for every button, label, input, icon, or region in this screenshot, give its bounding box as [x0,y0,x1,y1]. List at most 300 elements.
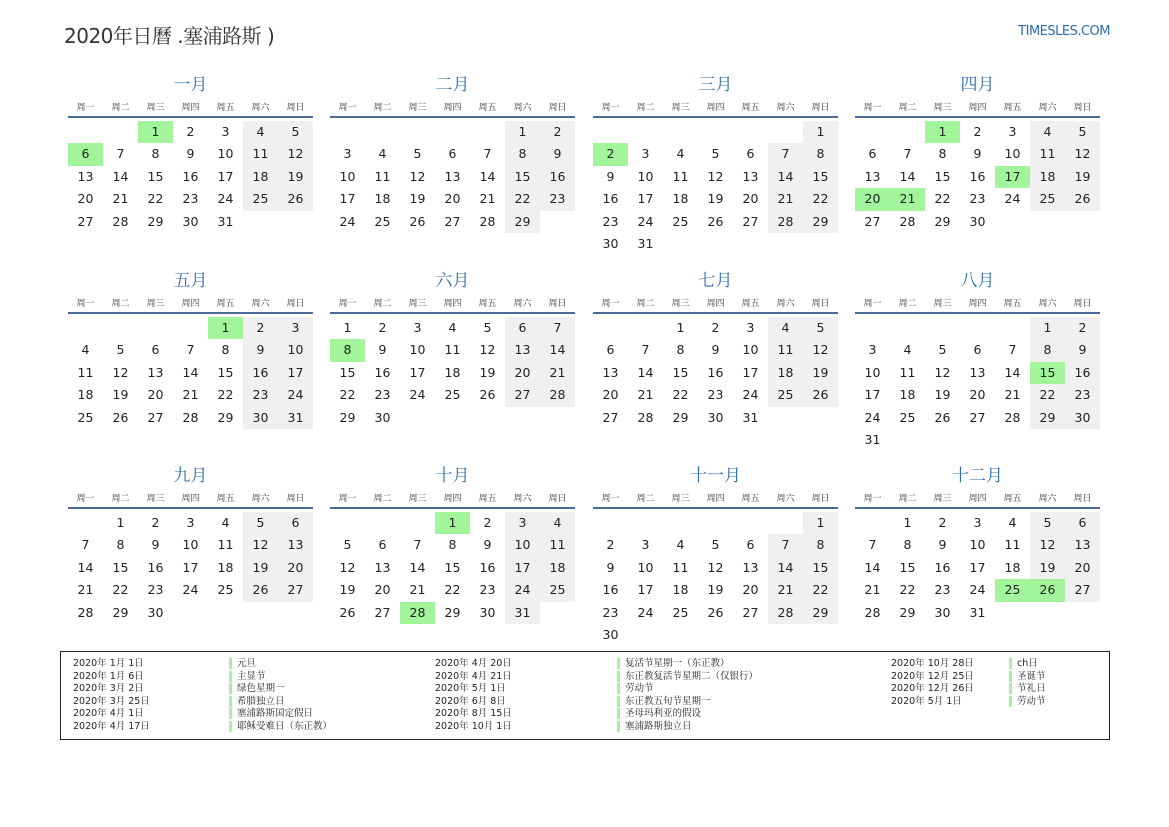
holiday-marker [229,658,232,669]
day-cell: 28 [637,409,654,425]
day-cell: 21 [540,362,575,384]
day-cell: 26 [707,213,724,229]
day-cell: 29 [899,604,916,620]
day-cell: 19 [278,166,313,188]
legend-text: 主显节 [237,670,266,682]
weekday-header [593,100,838,118]
legend-text: 2020年 3月 2日 [73,683,144,695]
day-cell: 26 [479,387,496,403]
day-cell: 18 [243,166,278,188]
month-title: 一月 [173,75,208,95]
weekday-label: 周三 [671,103,690,113]
month-title: 二月 [435,75,470,95]
day-cell: 3 [641,537,650,553]
day-cell: 25 [243,188,278,210]
empty-cell [400,512,435,534]
day-cell: 14 [637,364,654,380]
day-cell: 6 [505,317,540,339]
holiday-day-cell: 20 [855,188,890,210]
day-cell: 2 [606,537,615,553]
day-grid [593,512,838,646]
day-cell: 23 [969,191,986,207]
day-cell: 17 [637,582,654,598]
legend-holiday-name [229,708,332,721]
holiday-day-cell: 17 [995,166,1030,188]
weekday-label: 周四 [968,494,987,504]
weekday-label: 周日 [286,299,305,309]
day-cell: 19 [803,362,838,384]
legend-date [73,671,150,684]
day-cell: 12 [479,342,496,358]
weekday-label: 周六 [513,494,532,504]
day-cell: 23 [934,582,951,598]
day-cell: 24 [637,213,654,229]
day-cell: 13 [374,559,391,575]
day-cell: 2 [711,320,720,335]
day-cell: 9 [186,146,195,162]
weekday-label: 周三 [933,494,952,504]
weekday-label: 周四 [706,299,725,309]
empty-cell [68,512,103,534]
month-title: 十二月 [952,466,1003,486]
empty-cell [628,317,663,339]
day-cell: 27 [505,384,540,406]
weekday-label: 周日 [548,103,567,113]
day-grid [593,121,838,255]
day-cell: 6 [746,146,755,162]
day-cell: 28 [479,213,496,229]
weekday-label: 周五 [216,103,235,113]
day-cell: 7 [868,537,877,553]
legend-date [73,696,150,709]
day-cell: 11 [672,559,689,575]
day-cell: 31 [864,431,881,447]
page-title: 2020年日曆 .塞浦路斯 ) [64,24,275,48]
day-cell: 28 [182,409,199,425]
empty-cell [365,121,400,143]
day-cell: 24 [278,384,313,406]
empty-cell [330,121,365,143]
legend-dates-col1 [73,658,150,734]
legend-text: 劳动节 [1017,695,1046,707]
day-cell: 9 [938,537,947,553]
day-cell: 1 [116,515,125,530]
day-cell: 31 [742,409,759,425]
weekday-label: 周四 [443,103,462,113]
day-cell: 26 [707,604,724,620]
weekday-label: 周二 [111,494,130,504]
day-cell: 3 [343,146,352,162]
legend-text: 2020年 4月 17日 [73,720,150,732]
day-cell: 15 [505,166,540,188]
day-cell: 18 [1004,559,1021,575]
day-cell: 29 [672,409,689,425]
month-block [330,465,575,624]
day-cell: 11 [899,364,916,380]
empty-cell [593,121,628,143]
day-cell: 15 [803,166,838,188]
legend-dates-col2 [435,658,512,734]
weekday-label: 周一 [76,103,95,113]
site-link[interactable]: TIMESLES.COM [1018,24,1110,39]
empty-cell [628,121,663,143]
empty-cell [173,317,208,339]
day-cell: 6 [868,146,877,162]
day-cell: 29 [112,604,129,620]
day-cell: 23 [707,387,724,403]
day-cell: 15 [672,364,689,380]
day-cell: 8 [221,342,230,358]
day-cell: 18 [374,191,391,207]
day-cell: 27 [742,213,759,229]
weekday-label: 周三 [933,103,952,113]
weekday-label: 周一 [863,103,882,113]
day-cell: 24 [864,409,881,425]
day-cell: 1 [505,121,540,143]
weekday-label: 周日 [1073,494,1092,504]
day-cell: 15 [803,557,838,579]
day-cell: 20 [969,387,986,403]
day-cell: 7 [540,317,575,339]
day-cell: 5 [1030,512,1065,534]
legend-date [73,708,150,721]
day-cell: 29 [1030,407,1065,429]
day-cell: 14 [479,168,496,184]
day-cell: 26 [409,213,426,229]
weekday-header [330,100,575,118]
month-title: 三月 [698,75,733,95]
day-cell: 14 [864,559,881,575]
empty-cell [768,121,803,143]
day-cell: 14 [540,339,575,361]
day-cell: 25 [77,409,94,425]
day-grid [330,317,575,429]
weekday-header [593,296,838,314]
legend-holiday-name [229,658,332,671]
legend-text: 东正教复活节星期二（仅银行） [625,670,759,682]
legend-holiday-name [617,721,758,734]
day-cell: 3 [413,320,422,335]
day-cell: 10 [969,537,986,553]
empty-cell [890,121,925,143]
empty-cell [365,512,400,534]
day-cell: 27 [864,213,881,229]
day-cell: 21 [768,188,803,210]
weekday-label: 周日 [286,494,305,504]
month-block [593,74,838,255]
legend-date [73,721,150,734]
day-cell: 31 [278,407,313,429]
day-cell: 12 [934,364,951,380]
day-grid [855,317,1100,451]
empty-cell [470,121,505,143]
day-cell: 16 [182,168,199,184]
day-cell: 23 [1065,384,1100,406]
day-cell: 27 [1065,579,1100,601]
day-cell: 20 [77,191,94,207]
holiday-day-cell: 8 [330,339,365,361]
day-cell: 24 [742,387,759,403]
day-cell: 15 [444,559,461,575]
day-cell: 25 [444,387,461,403]
day-cell: 3 [278,317,313,339]
legend-text: 2020年 10月 28日 [891,658,974,669]
weekday-label: 周六 [513,103,532,113]
day-cell: 21 [409,582,426,598]
weekday-label: 周四 [706,494,725,504]
day-cell: 8 [938,146,947,162]
day-cell: 4 [768,317,803,339]
day-cell: 5 [243,512,278,534]
day-cell: 17 [969,559,986,575]
day-cell: 27 [742,604,759,620]
legend-holiday-name [1009,671,1046,684]
day-cell: 23 [479,582,496,598]
holiday-day-cell: 28 [400,602,435,624]
day-cell: 25 [374,213,391,229]
day-cell: 19 [707,191,724,207]
day-cell: 29 [934,213,951,229]
month-title: 六月 [435,271,470,291]
day-cell: 1 [903,515,912,530]
day-cell: 7 [768,143,803,165]
weekday-label: 周一 [601,299,620,309]
day-cell: 28 [768,602,803,624]
weekday-label: 周三 [933,299,952,309]
day-cell: 13 [969,364,986,380]
day-cell: 2 [938,515,947,530]
weekday-label: 周三 [408,299,427,309]
day-cell: 19 [934,387,951,403]
legend-holiday-name [617,708,758,721]
day-cell: 12 [112,364,129,380]
weekday-label: 周五 [1003,299,1022,309]
holiday-day-cell: 15 [1030,362,1065,384]
day-cell: 12 [707,168,724,184]
day-cell: 20 [1065,557,1100,579]
month-title: 八月 [960,271,995,291]
weekday-label: 周六 [1038,299,1057,309]
legend-holiday-name [617,683,758,696]
day-cell: 22 [1030,384,1065,406]
day-cell: 28 [77,604,94,620]
day-cell: 24 [409,387,426,403]
month-title: 五月 [173,271,208,291]
day-cell: 8 [505,143,540,165]
weekday-header [593,491,838,509]
day-cell: 8 [676,342,685,358]
day-cell: 25 [768,384,803,406]
day-cell: 10 [217,146,234,162]
day-cell: 1 [803,512,838,534]
weekday-label: 周二 [636,103,655,113]
day-cell: 12 [1065,143,1100,165]
legend-date [435,696,512,709]
weekday-label: 周四 [968,299,987,309]
day-cell: 2 [378,320,387,335]
weekday-label: 周五 [478,103,497,113]
day-cell: 20 [742,191,759,207]
day-cell: 7 [641,342,650,358]
day-cell: 17 [409,364,426,380]
weekday-label: 周二 [111,103,130,113]
day-cell: 6 [1065,512,1100,534]
empty-cell [103,121,138,143]
weekday-label: 周五 [741,494,760,504]
day-cell: 30 [602,235,619,251]
day-cell: 19 [409,191,426,207]
day-cell: 16 [969,168,986,184]
day-cell: 16 [540,166,575,188]
day-cell: 2 [540,121,575,143]
day-cell: 3 [221,124,230,139]
day-cell: 14 [899,168,916,184]
weekday-label: 周五 [1003,494,1022,504]
day-cell: 22 [803,188,838,210]
day-cell: 22 [147,191,164,207]
legend-text: 圣母玛利亚的假设 [625,708,702,720]
holiday-marker [617,671,620,682]
empty-cell [435,121,470,143]
legend-text: 2020年 4月 1日 [73,708,144,720]
month-title: 四月 [960,75,995,95]
day-cell: 16 [147,559,164,575]
day-cell: 9 [540,143,575,165]
day-cell: 2 [483,515,492,530]
day-cell: 17 [637,191,654,207]
legend-holiday-name [229,696,332,709]
day-cell: 12 [803,339,838,361]
weekday-label: 周五 [478,299,497,309]
day-cell: 8 [116,537,125,553]
day-cell: 23 [602,604,619,620]
weekday-label: 周五 [478,494,497,504]
weekday-label: 周六 [251,494,270,504]
weekday-label: 周二 [373,299,392,309]
day-cell: 10 [864,364,881,380]
legend-text: 希腊独立日 [237,695,285,707]
holiday-legend [60,651,1110,740]
holiday-day-cell: 2 [593,143,628,165]
day-cell: 6 [278,512,313,534]
weekday-label: 周二 [636,299,655,309]
day-cell: 5 [711,146,720,162]
empty-cell [733,121,768,143]
day-cell: 21 [768,579,803,601]
day-cell: 31 [217,213,234,229]
legend-text: 绿色星期一 [237,683,285,695]
day-cell: 24 [1004,191,1021,207]
day-cell: 19 [243,557,278,579]
holiday-marker [1009,683,1012,694]
day-cell: 14 [182,364,199,380]
legend-names-col3 [1009,658,1046,708]
day-cell: 30 [707,409,724,425]
day-cell: 30 [1065,407,1100,429]
day-cell: 11 [444,342,461,358]
day-cell: 28 [1004,409,1021,425]
legend-text: 2020年 1月 6日 [73,670,144,682]
day-cell: 29 [505,211,540,233]
legend-text: 2020年 5月 1日 [891,695,962,707]
legend-text: ch日 [1017,658,1038,669]
empty-cell [663,121,698,143]
day-cell: 15 [217,364,234,380]
day-cell: 4 [540,512,575,534]
empty-cell [925,317,960,339]
day-cell: 19 [1030,557,1065,579]
empty-cell [628,512,663,534]
day-cell: 14 [768,557,803,579]
weekday-label: 周日 [1073,103,1092,113]
day-cell: 1 [676,320,685,335]
legend-date [891,671,974,684]
empty-cell [855,317,890,339]
day-cell: 7 [81,537,90,553]
day-cell: 10 [742,342,759,358]
weekday-label: 周五 [741,299,760,309]
weekday-label: 周一 [338,103,357,113]
day-cell: 15 [112,559,129,575]
month-block [330,74,575,233]
day-cell: 16 [934,559,951,575]
holiday-day-cell: 1 [138,121,173,143]
empty-cell [698,512,733,534]
holiday-marker [617,683,620,694]
day-cell: 8 [448,537,457,553]
day-cell: 25 [540,579,575,601]
day-cell: 12 [707,559,724,575]
weekday-label: 周三 [671,299,690,309]
day-cell: 7 [186,342,195,358]
empty-cell [733,512,768,534]
day-cell: 14 [1004,364,1021,380]
legend-text: 2020年 10月 1日 [435,720,512,732]
day-cell: 17 [864,387,881,403]
legend-text: 2020年 6月 8日 [435,695,506,707]
legend-text: 2020年 3月 25日 [73,695,150,707]
day-cell: 9 [711,342,720,358]
day-cell: 7 [1008,342,1017,358]
day-cell: 18 [217,559,234,575]
weekday-label: 周三 [408,103,427,113]
day-cell: 21 [864,582,881,598]
day-cell: 29 [147,213,164,229]
weekday-label: 周三 [408,494,427,504]
day-cell: 9 [151,537,160,553]
day-grid [593,317,838,429]
day-cell: 8 [803,534,838,556]
legend-text: 2020年 8月 15日 [435,708,512,720]
weekday-label: 周二 [898,494,917,504]
day-cell: 20 [444,191,461,207]
day-cell: 28 [899,213,916,229]
day-cell: 24 [339,213,356,229]
legend-date [435,708,512,721]
day-cell: 18 [77,387,94,403]
weekday-header [855,100,1100,118]
day-cell: 10 [505,534,540,556]
holiday-day-cell: 1 [208,317,243,339]
holiday-day-cell: 21 [890,188,925,210]
day-cell: 8 [1030,339,1065,361]
day-cell: 21 [77,582,94,598]
day-cell: 23 [540,188,575,210]
day-cell: 6 [378,537,387,553]
day-cell: 4 [81,342,90,358]
weekday-label: 周二 [898,103,917,113]
legend-text: 东正教五旬节星期一 [625,695,711,707]
